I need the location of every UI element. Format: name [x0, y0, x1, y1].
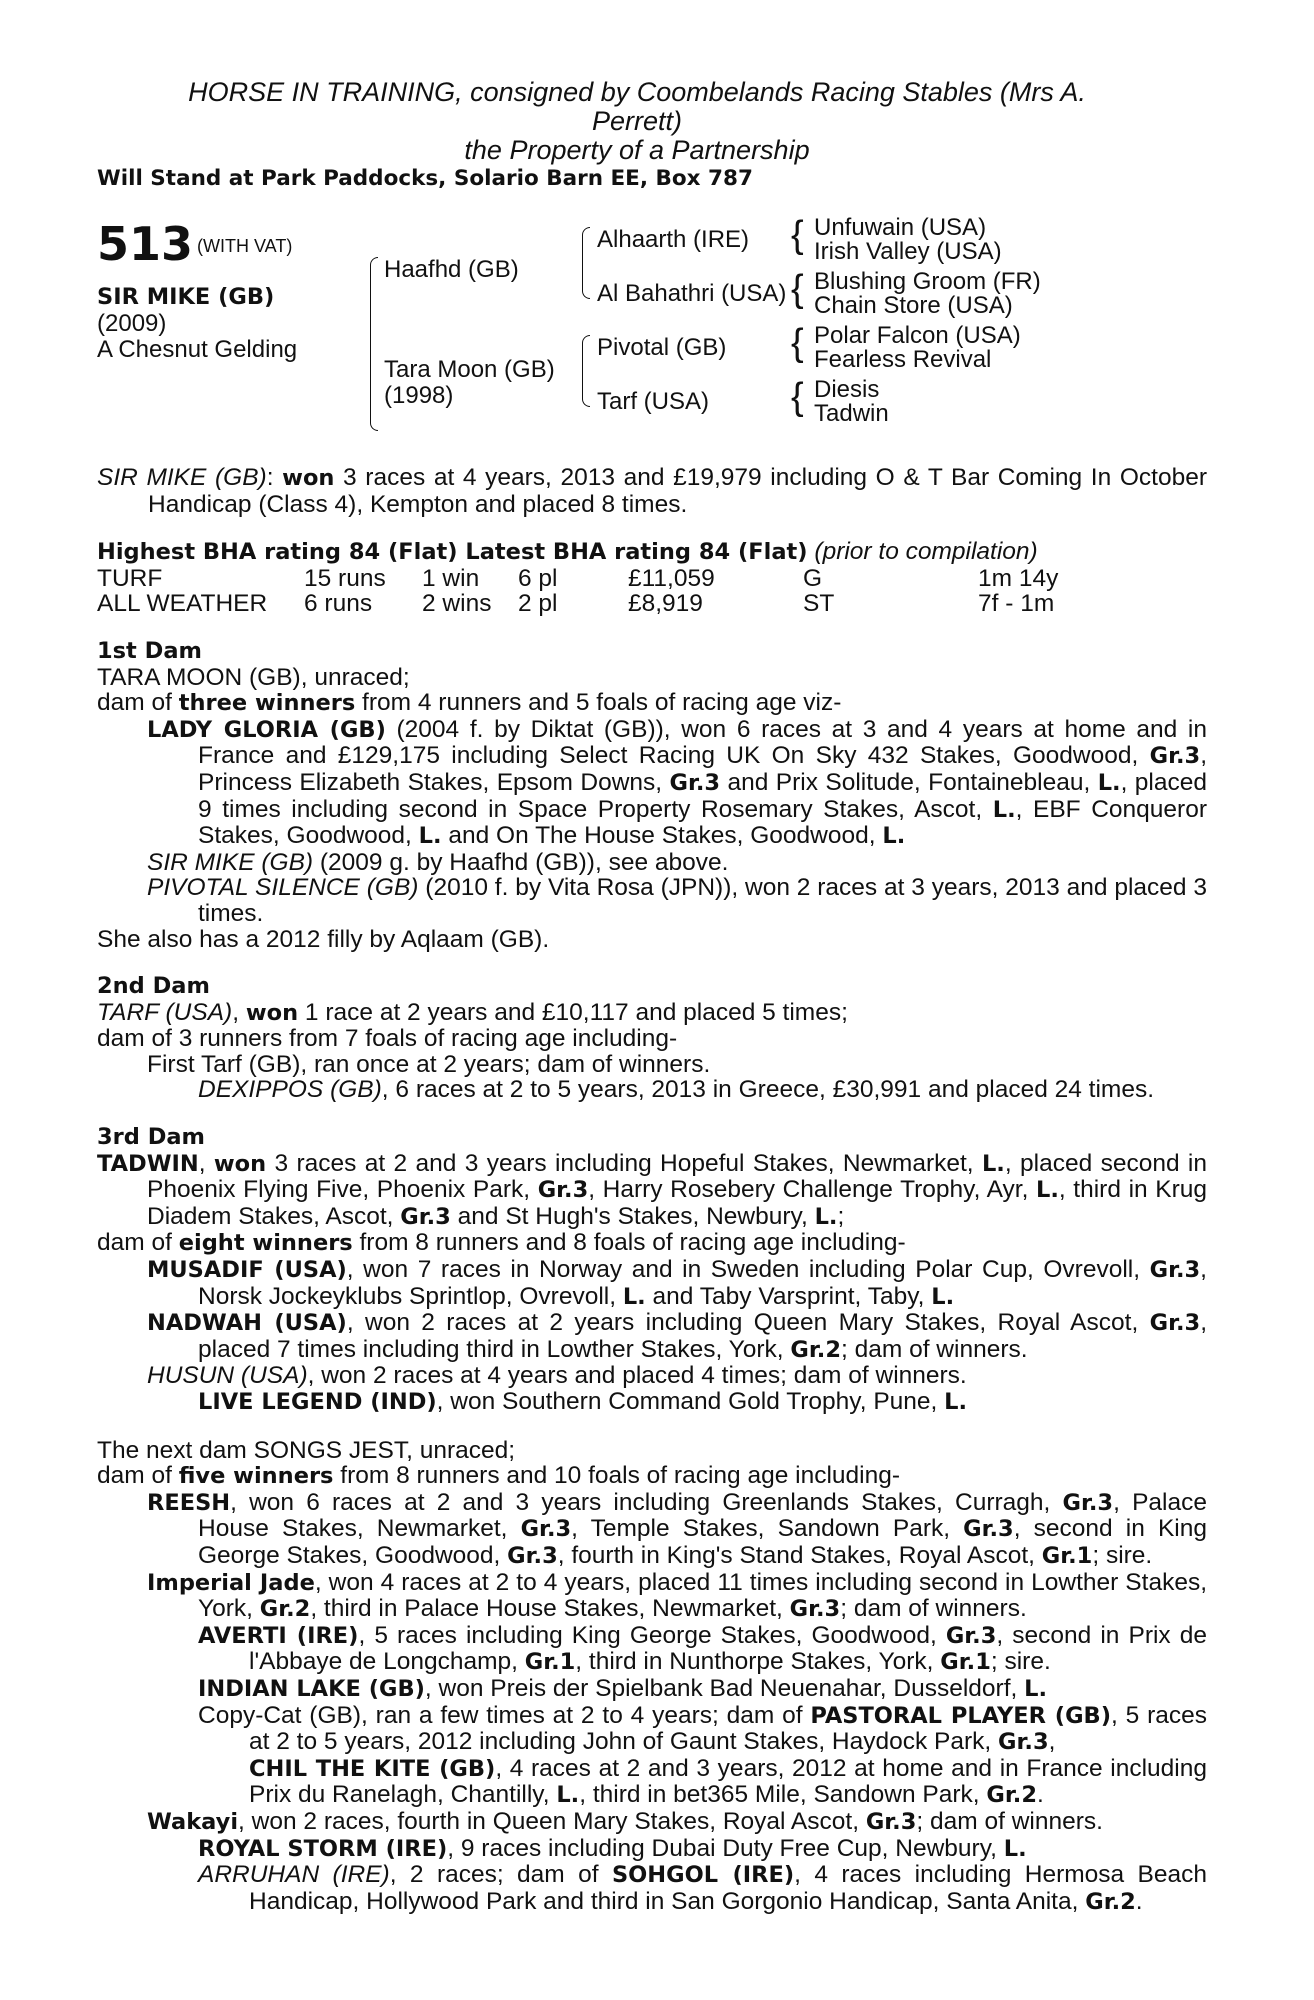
going: ST — [803, 590, 835, 618]
summary-text: 3 races at 4 years, 2013 and £19,979 including O & T Bar Coming In October Handicap (Class 4), Kempton and placed 8 times. — [148, 464, 1207, 518]
pedigree-brace: { — [791, 214, 804, 256]
text-run: LIVE LEGEND (IND) — [198, 1389, 437, 1415]
text-run: Imperial Jade — [147, 1569, 315, 1596]
placed: 6 pl — [518, 564, 558, 592]
runs: 6 runs — [304, 590, 373, 618]
sire-sire-sire: Unfuwain (USA) — [814, 214, 987, 241]
text-run: ; — [837, 1202, 845, 1230]
text-run: Gr.3 — [789, 1596, 841, 1623]
progeny-entry — [97, 1257, 1207, 1310]
text-run: Gr.1 — [940, 1649, 991, 1676]
text-run: , 4 races including Hermosa Beach Handicap, Hollywood Park and third in San Gorgonio Handicap, Santa Anita, — [249, 1861, 1207, 1915]
text-run: 3 races at 2 and 3 years including Hopeful Stakes, Newmarket, — [266, 1149, 982, 1177]
text-run: , Princess Elizabeth Stakes, Epsom Downs, — [198, 742, 1207, 796]
text-run: Gr.1 — [1041, 1542, 1093, 1569]
pedigree-bracket — [582, 227, 590, 299]
text-run: 1 race at 2 years and £10,117 and placed 5 times; — [298, 998, 848, 1026]
ratings-block — [97, 539, 1207, 617]
text-run: from 8 runners and 10 foals of racing age including- — [333, 1462, 901, 1490]
text-run: , second in Prix de l'Abbaye de Longchamp, — [249, 1621, 1207, 1676]
text-run: , won 4 races at 2 to 4 years, placed 11 times including second in Lowther Stakes, York, — [198, 1568, 1208, 1623]
pedigree-brace: { — [791, 322, 804, 364]
horse-name: SIR MIKE (GB) — [97, 284, 275, 310]
sire-sire-dam: Irish Valley (USA) — [814, 238, 1002, 265]
text-run: Gr.3 — [1149, 743, 1201, 770]
text-run: , fourth in King's Stand Stakes, Royal Ascot, — [557, 1541, 1042, 1569]
progeny-entry — [97, 1809, 1207, 1836]
text-run: ROYAL STORM (IRE) — [198, 1835, 448, 1862]
text-run: , won 2 races at 4 years and placed 4 times; dam of winners. — [307, 1362, 967, 1390]
text-run: , third in Nunthorpe Stakes, York, — [575, 1648, 941, 1676]
text-run: Gr.3 — [669, 769, 721, 796]
text-run: , won Southern Command Gold Trophy, Pune, — [436, 1388, 945, 1415]
text-run: Wakayi — [147, 1808, 239, 1835]
progeny-entry — [97, 1363, 1207, 1389]
text-run: Gr.3 — [520, 1516, 572, 1543]
text-run: L. — [931, 1283, 955, 1310]
third-dam-section — [97, 1125, 1207, 1416]
text-run: , third in Palace House Stakes, Newmarket, — [310, 1595, 790, 1623]
text-line: TADWIN, won 3 races at 2 and 3 years including Hopeful Stakes, Newmarket, L., placed second in Phoenix Flying Five, Phoenix Park, Gr.3, Harry Rosebery Challenge Trophy, Ayr, L., third in Krug Diadem Stakes, Ascot, Gr.3 and St Hugh's Stakes, Newbury, L.; — [97, 1149, 1207, 1230]
text-line: TARF (USA), won 1 race at 2 years and £10,117 and placed 5 times; — [97, 998, 848, 1026]
text-run: and Taby Varsprint, Taby, — [645, 1282, 932, 1310]
text-run: , placed 9 times including second in Space Property Rosemary Stakes, Ascot, — [198, 768, 1208, 823]
progeny-entry: First Tarf (GB), ran once at 2 years; dam of winners. — [147, 1050, 711, 1078]
sire-dam-dam: Chain Store (USA) — [814, 292, 1013, 319]
progeny-entry — [97, 1862, 1207, 1915]
text-run: Gr.3 — [963, 1516, 1014, 1543]
text-run: ; dam of winners. — [916, 1807, 1103, 1835]
text-run: SOHGOL (IRE) — [611, 1862, 795, 1889]
text-run: Gr.3 — [507, 1542, 558, 1569]
text-run: MUSADIF (USA) — [147, 1257, 347, 1284]
catalogue-page — [97, 78, 1207, 1915]
progeny-entry — [97, 1389, 1207, 1416]
race-summary: SIR MIKE (GB): won 3 races at 4 years, 2013 and £19,979 including O & T Bar Coming In October Handicap (Class 4), Kempton and placed 8 times. — [97, 464, 1207, 518]
text-run: L. — [622, 1283, 646, 1310]
text-run: TARF (USA) — [97, 998, 233, 1026]
text-run: , won 2 races at 2 years including Queen Mary Stakes, Royal Ascot, — [346, 1309, 1150, 1337]
text-run: Gr.2 — [790, 1336, 841, 1363]
earnings: £11,059 — [628, 564, 715, 592]
progeny-entry — [97, 1623, 1207, 1676]
progeny-entry — [97, 850, 1207, 876]
text-run: INDIAN LAKE (GB) — [198, 1675, 425, 1702]
section-heading: 3rd Dam — [97, 1124, 205, 1151]
text-run: LADY GLORIA (GB) — [147, 716, 386, 743]
text-run: dam of — [97, 1229, 179, 1257]
text-run: L. — [882, 823, 906, 850]
text-run: NADWAH (USA) — [147, 1310, 347, 1337]
text-run: , won 6 races at 2 and 3 years including Greenlands Stakes, Curragh, — [230, 1488, 1063, 1516]
text-run: Gr.3 — [1062, 1489, 1114, 1516]
progeny-entry — [97, 1756, 1207, 1809]
text-run: L. — [418, 823, 442, 850]
text-run: from 4 runners and 5 foals of racing age viz- — [355, 689, 842, 717]
header-line-1: HORSE IN TRAINING, consigned by Coombelands Racing Stables (Mrs A. — [188, 77, 1086, 107]
text-run: L. — [814, 1203, 838, 1230]
text-run: , third in bet365 Mile, Sandown Park, — [579, 1781, 987, 1809]
text-run: eight winners — [178, 1230, 353, 1257]
earnings: £8,919 — [628, 590, 703, 618]
summary-name: SIR MIKE (GB) — [97, 464, 267, 491]
progeny-entry — [97, 1077, 1207, 1103]
text-run: , Palace House Stakes, Newmarket, — [198, 1488, 1207, 1543]
text-run: , — [1048, 1728, 1056, 1756]
vat-note: (WITH VAT) — [197, 236, 293, 256]
text-run: won — [245, 999, 299, 1026]
sire-sire: Alhaarth (IRE) — [597, 226, 750, 253]
progeny-entry — [97, 1676, 1207, 1703]
lot-number: 513 — [97, 217, 194, 271]
text-run: L. — [1003, 1835, 1027, 1862]
text-run: , 9 races including Dubai Duty Free Cup, Newbury, — [447, 1834, 1004, 1862]
next-dam-section — [97, 1438, 1207, 1916]
text-run: (2010 f. by Vita Rosa (JPN)), won 2 races at 3 years, 2013 and placed 3 times. — [198, 874, 1207, 927]
text-run: . — [1036, 1781, 1044, 1809]
foaling-year: (2009) — [97, 310, 167, 337]
first-dam-section — [97, 639, 1207, 952]
text-run: and St Hugh's Stakes, Newbury, — [450, 1202, 815, 1230]
text-run: , won Preis der Spielbank Bad Neuenahar, Dusseldorf, — [424, 1674, 1025, 1702]
text-run: dam of — [97, 689, 179, 717]
text-run: PASTORAL PLAYER (GB) — [810, 1702, 1111, 1729]
pedigree-brace: { — [791, 376, 804, 418]
dam-note: She also has a 2012 filly by Aqlaam (GB). — [97, 925, 550, 953]
progeny-entry — [97, 1570, 1207, 1623]
ratings-row — [97, 566, 1207, 592]
text-run: Gr.2 — [1085, 1888, 1136, 1915]
pedigree-block — [97, 213, 1207, 445]
text-run: Gr.1 — [524, 1649, 576, 1676]
text-run: , Temple Stakes, Sandown Park, — [571, 1515, 964, 1543]
progeny-entry — [97, 1310, 1207, 1363]
text-run: dam of 3 runners from 7 foals of racing age including- — [97, 1025, 678, 1053]
text-run: , won 7 races in Norway and in Sweden including Polar Cup, Ovrevoll, — [346, 1256, 1150, 1284]
text-run: PIVOTAL SILENCE (GB) — [147, 874, 419, 902]
dam-line: TARA MOON (GB), unraced; — [97, 663, 410, 691]
text-run: , second in King George Stakes, Goodwood, — [198, 1515, 1207, 1569]
text-run: L. — [1024, 1675, 1048, 1702]
text-run: ; dam of winners. — [840, 1335, 1028, 1363]
dam-sire-sire: Polar Falcon (USA) — [814, 322, 1021, 349]
text-run: Gr.2 — [986, 1782, 1037, 1809]
surface: TURF — [97, 564, 163, 592]
text-run: The next dam SONGS JEST, unraced; — [97, 1436, 516, 1464]
summary-won: won — [282, 465, 335, 491]
text-run: , third in Krug Diadem Stakes, Ascot, — [147, 1176, 1207, 1230]
text-line — [97, 690, 1207, 717]
distance: 7f - 1m — [978, 590, 1055, 618]
header-line-2: Perrett) — [591, 106, 683, 136]
text-run: CHIL THE KITE (GB) — [249, 1755, 496, 1782]
text-run: and On The House Stakes, Goodwood, — [441, 822, 883, 850]
wins: 2 wins — [422, 590, 492, 618]
text-run: DEXIPPOS (GB) — [198, 1076, 382, 1104]
text-run: ; dam of winners. — [840, 1595, 1027, 1623]
text-run: ; sire. — [1092, 1541, 1153, 1569]
horse-description: A Chesnut Gelding — [97, 336, 298, 363]
ratings-note: (prior to compilation) — [814, 538, 1038, 566]
text-run: Gr.3 — [1149, 1310, 1201, 1337]
text-run: , 2 races; dam of — [389, 1861, 612, 1889]
text-run: HUSUN (USA) — [147, 1362, 308, 1390]
wins: 1 win — [422, 564, 480, 592]
placed: 2 pl — [518, 590, 558, 618]
text-run: , 5 races including King George Stakes, Goodwood, — [358, 1621, 946, 1649]
progeny-entry — [97, 875, 1207, 926]
sire: Haafhd (GB) — [384, 256, 519, 283]
text-run: SIR MIKE (GB) — [147, 848, 314, 876]
text-line — [97, 1463, 1207, 1490]
distance: 1m 14y — [978, 564, 1059, 592]
progeny-entry — [97, 1703, 1207, 1756]
text-run: , Norsk Jockeyklubs Sprintlop, Ovrevoll, — [198, 1256, 1207, 1310]
text-run: Gr.3 — [998, 1729, 1049, 1756]
text-run: , won 2 races, fourth in Queen Mary Stakes, Royal Ascot, — [238, 1807, 866, 1835]
text-run: Gr.2 — [259, 1596, 311, 1623]
sire-dam-sire: Blushing Groom (FR) — [814, 268, 1041, 295]
going: G — [803, 564, 823, 592]
dam-dam: Tarf (USA) — [597, 388, 710, 415]
text-run: L. — [556, 1782, 580, 1809]
text-line — [97, 1230, 1207, 1257]
text-run: Gr.3 — [537, 1177, 589, 1204]
text-run: L. — [944, 1389, 968, 1415]
dam: Tara Moon (GB) — [384, 356, 555, 383]
text-run: L. — [1097, 769, 1121, 796]
text-run: dam of — [97, 1462, 179, 1490]
text-run: ; sire. — [990, 1648, 1051, 1676]
text-run: three winners — [178, 690, 356, 717]
progeny-entry — [97, 1490, 1207, 1570]
text-run: , 5 races at 2 to 5 years, 2012 including John of Gaunt Stakes, Haydock Park, — [249, 1701, 1207, 1756]
text-run: , EBF Conqueror Stakes, Goodwood, — [198, 795, 1207, 850]
text-run: REESH — [147, 1489, 231, 1516]
text-run: L. — [992, 796, 1016, 823]
text-run: won — [213, 1150, 267, 1177]
text-run: (2004 f. by Diktat (GB)), won 6 races at 3 and 4 years at home and in France and £129,175 including Select Racing UK On Sky 432 Stakes, Goodwood, — [198, 715, 1207, 770]
dam-dam-dam: Tadwin — [814, 400, 889, 427]
header-line-3: the Property of a Partnership — [464, 135, 810, 165]
dam-sire: Pivotal (GB) — [597, 334, 727, 361]
ratings-title: Highest BHA rating 84 (Flat) Latest BHA rating 84 (Flat) — [97, 539, 808, 566]
dam-year: (1998) — [384, 382, 454, 409]
text-run: . — [1135, 1887, 1143, 1915]
text-run: , placed second in Phoenix Flying Five, Phoenix Park, — [147, 1149, 1207, 1204]
section-heading: 1st Dam — [97, 637, 202, 664]
text-run: Gr.3 — [400, 1203, 451, 1230]
text-run: Gr.3 — [1149, 1257, 1201, 1284]
text-run: five winners — [178, 1463, 334, 1490]
second-dam-section — [97, 974, 1207, 1103]
text-run: , 4 races at 2 and 3 years, 2012 at home and in France including Prix du Ranelagh, Chantilly, — [249, 1754, 1208, 1809]
text-run: L. — [981, 1150, 1005, 1177]
text-run: , placed 7 times including third in Lowther Stakes, York, — [198, 1309, 1208, 1363]
text-run: Copy-Cat (GB), ran a few times at 2 to 4 years; dam of — [198, 1701, 811, 1729]
text-run: and Prix Solitude, Fontainebleau, — [720, 768, 1098, 796]
text-run: , 6 races at 2 to 5 years, 2013 in Greece, £30,991 and placed 24 times. — [381, 1076, 1155, 1104]
pedigree-brace: { — [791, 268, 804, 310]
text-run: AVERTI (IRE) — [198, 1622, 359, 1649]
sire-dam: Al Bahathri (USA) — [597, 280, 787, 307]
section-heading: 2nd Dam — [97, 973, 210, 1000]
text-run: (2009 g. by Haafhd (GB)), see above. — [313, 848, 729, 876]
progeny-entry — [97, 1836, 1207, 1863]
text-run: L. — [1036, 1177, 1059, 1204]
text-run: , Harry Rosebery Challenge Trophy, Ayr, — [588, 1176, 1037, 1204]
ratings-row — [97, 591, 1207, 617]
text-run: ARRUHAN (IRE) — [198, 1861, 390, 1889]
stand-location: Will Stand at Park Paddocks, Solario Barn EE, Box 787 — [97, 166, 753, 191]
text-run: Gr.3 — [865, 1808, 917, 1835]
dam-sire-dam: Fearless Revival — [814, 346, 992, 373]
progeny-entry — [97, 717, 1207, 850]
text-run: Gr.3 — [945, 1622, 997, 1649]
surface: ALL WEATHER — [97, 590, 268, 618]
text-run: from 8 runners and 8 foals of racing age including- — [352, 1229, 906, 1257]
pedigree-bracket — [370, 257, 378, 431]
pedigree-bracket — [582, 335, 590, 407]
text-run: TADWIN — [97, 1150, 199, 1177]
runs: 15 runs — [304, 564, 386, 592]
page-header — [97, 78, 1207, 165]
dam-dam-sire: Diesis — [814, 376, 880, 403]
